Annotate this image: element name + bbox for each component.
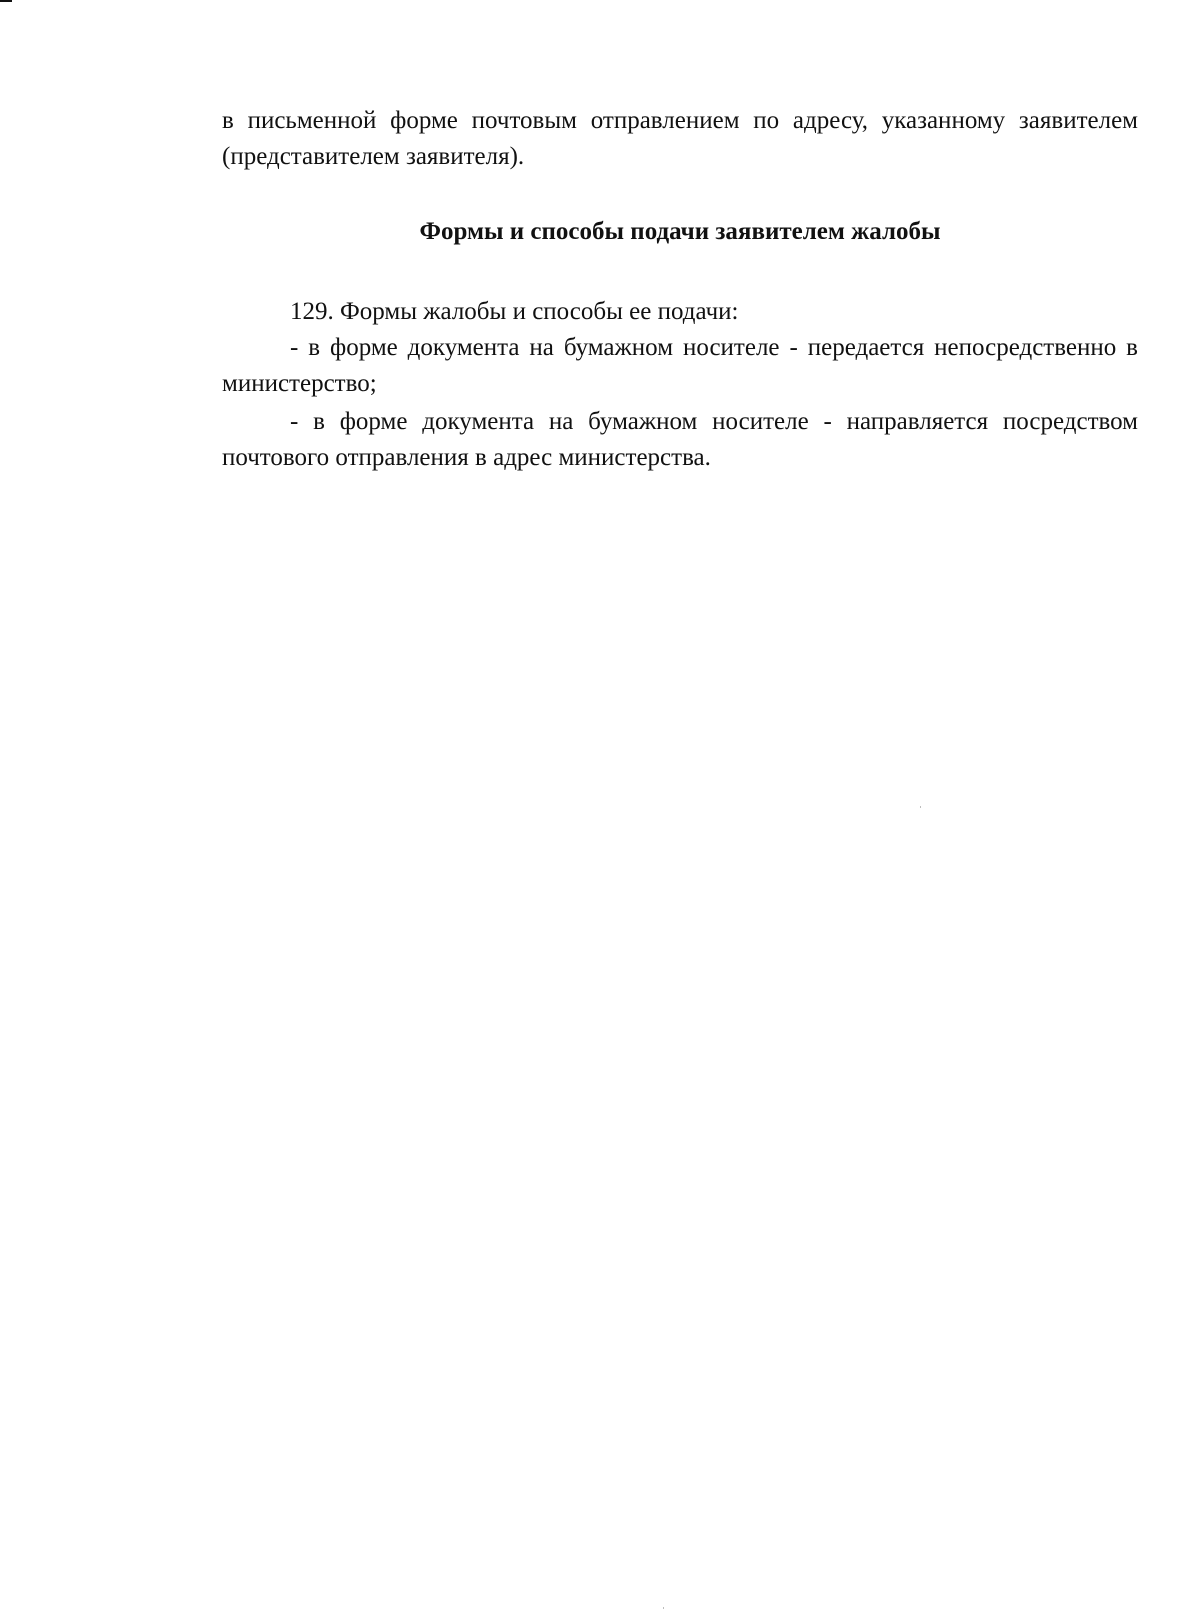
scan-corner-mark <box>0 0 12 2</box>
section-heading: Формы и способы подачи заявителем жалобы <box>419 218 941 245</box>
scan-speck <box>663 1607 664 1609</box>
bullet-paper-direct: - в форме документа на бумажном носителе - передается непосредственно в министерство; <box>222 334 1138 397</box>
bullet-paper-postal: - в форме документа на бумажном носителе - направляется посредством почтового отправления в адрес министерства. <box>222 408 1138 471</box>
paragraph-continuation: в письменной форме почтовым отправлением по адресу, указанному заявителем (представителем заявителя). <box>222 107 1138 170</box>
item-129-intro: 129. Формы жалобы и способы ее подачи: <box>290 298 739 325</box>
scan-speck <box>920 806 921 808</box>
